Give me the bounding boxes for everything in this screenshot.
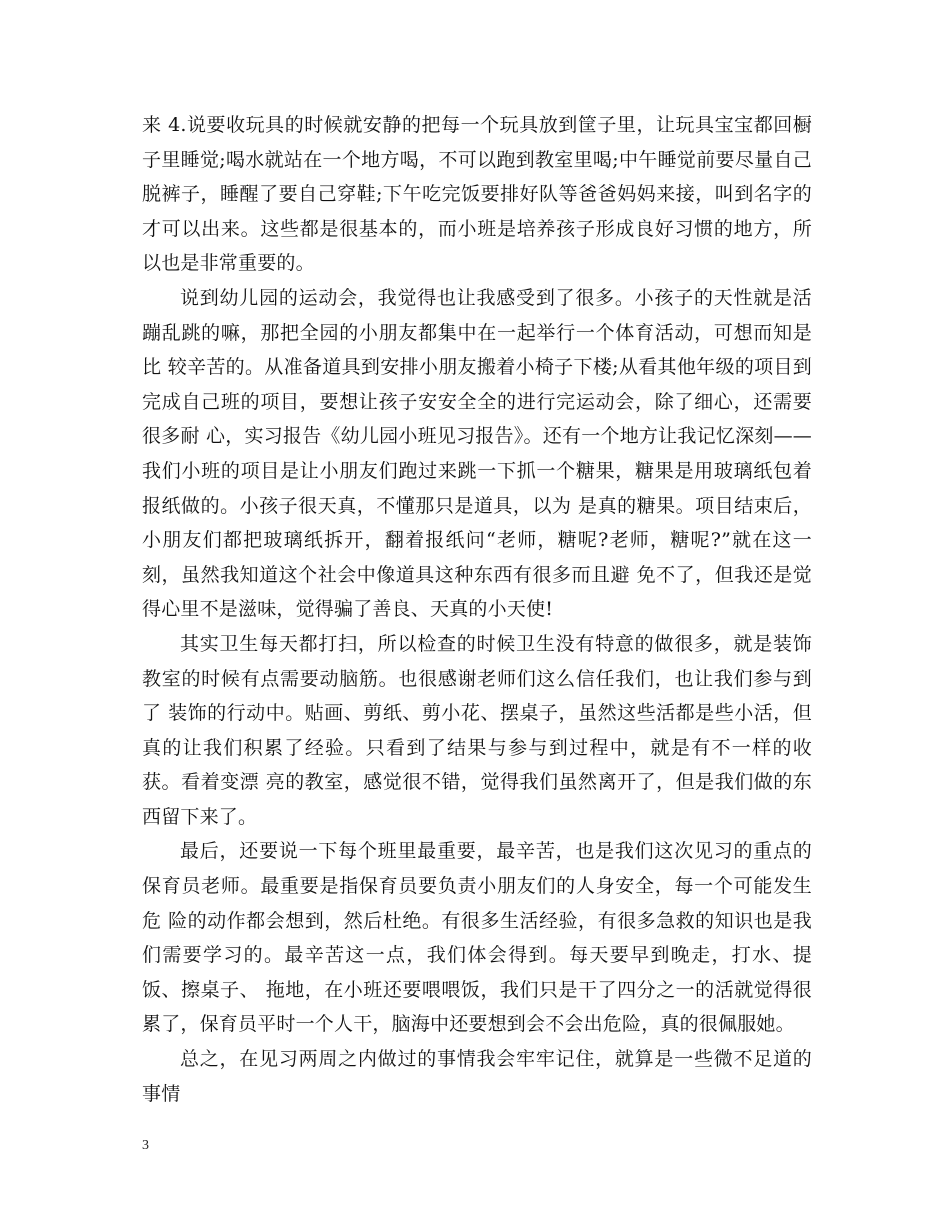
document-body (142, 108, 812, 1111)
page-number: 3 (142, 1138, 149, 1153)
paragraph-caregiver: 最后，还要说一下每个班里最重要，最辛苦，也是我们这次见习的重点的保育员老师。最重要是指保育员要负责小朋友们的人身安全，每一个可能发生危 险的动作都会想到，然后杜绝。有很多生活经验，有很多急救的知识也是我们需要学习的。最辛苦这一点，我们体会得到。每天要早到晚走，打水、提饭、擦桌子、 拖地，在小班还要喂喂饭，我们只是干了四分之一的活就觉得很累了，保育员平时一个人干，脑海中还要想到会不会出危险，真的很佩服她。 (142, 840, 812, 1036)
paragraph-conclusion: 总之，在见习两周之内做过的事情我会牢牢记住，就算是一些微不足道的事情 (142, 1048, 812, 1105)
paragraph-continuation: 来 4.说要收玩具的时候就安静的把每一个玩具放到筐子里，让玩具宝宝都回橱子里睡觉;喝水就站在一个地方喝，不可以跑到教室里喝;中午睡觉前要尽量自己脱裤子，睡醒了要自己穿鞋;下午吃完饭要排好队等爸爸妈妈来接，叫到名字的才可以出来。这些都是很基本的，而小班是培养孩子形成良好习惯的地方，所以也是非常重要的。 (142, 114, 812, 275)
paragraph-sports-meet: 说到幼儿园的运动会，我觉得也让我感受到了很多。小孩子的天性就是活蹦乱跳的嘛，那把全园的小朋友都集中在一起举行一个体育活动，可想而知是比 较辛苦的。从准备道具到安排小朋友搬着小椅子下楼;从看其他年级的项目到完成自己班的项目，要想让孩子安安全全的进行完运动会，除了细心，还需要很多耐 心，实习报告《幼儿园小班见习报告》。还有一个地方让我记忆深刻——我们小班的项目是让小朋友们跑过来跳一下抓一个糖果，糖果是用玻璃纸包着报纸做的。小孩子很天真，不懂那只是道具，以为 是真的糖果。项目结束后，小朋友们都把玻璃纸拆开，翻着报纸问“老师，糖呢?老师，糖呢?”就在这一刻，虽然我知道这个社会中像道具这种东西有很多而且避 免不了，但我还是觉得心里不是滋味，觉得骗了善良、天真的小天使! (142, 286, 812, 621)
paragraph-classroom-decoration: 其实卫生每天都打扫，所以检查的时候卫生没有特意的做很多，就是装饰教室的时候有点需要动脑筋。也很感谢老师们这么信任我们，也让我们参与到了 装饰的行动中。贴画、剪纸、剪小花、摆桌子，虽然这些活都是些小活，但真的让我们积累了经验。只看到了结果与参与到过程中，就是有不一样的收获。看着变漂 亮的教室，感觉很不错，觉得我们虽然离开了，但是我们做的东西留下来了。 (142, 632, 812, 828)
